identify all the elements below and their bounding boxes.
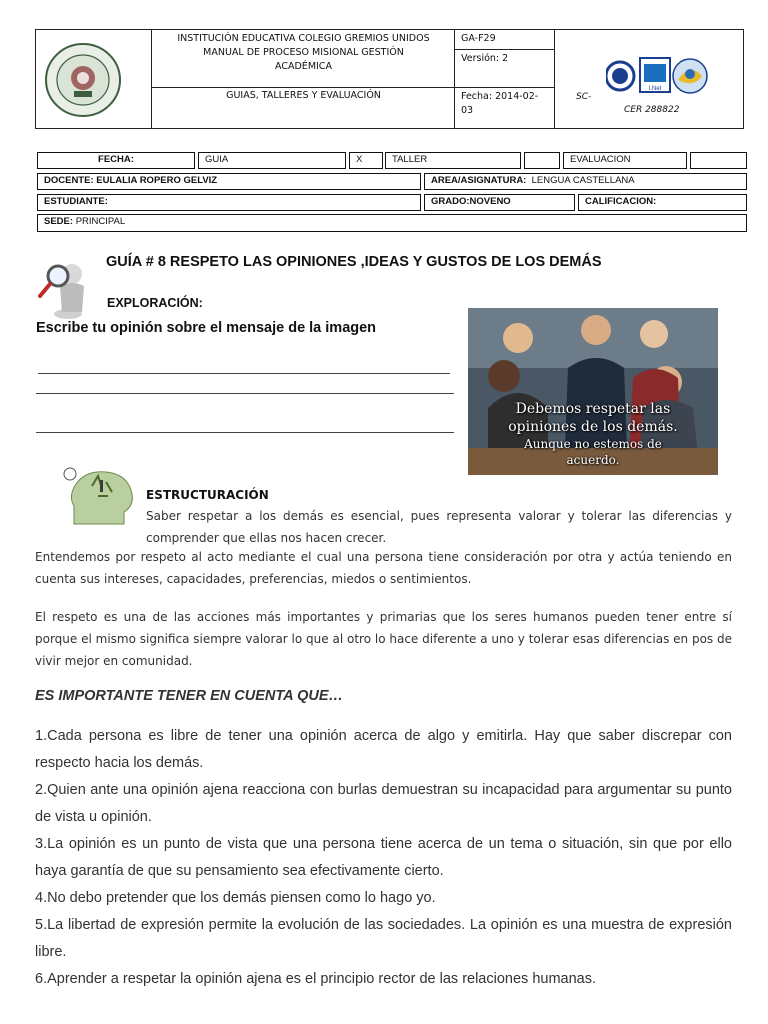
document-date: Fecha: 2014-02-03 <box>461 91 539 116</box>
head-tree-illustration <box>62 466 138 528</box>
guide-title: GUÍA # 8 RESPETO LAS OPINIONES ,IDEAS Y GUSTOS DE LOS DEMÁS <box>106 254 602 270</box>
magnifier-icon <box>36 254 96 322</box>
exploracion-heading: EXPLORACIÓN: <box>107 296 203 310</box>
important-heading: ES IMPORTANTE TENER EN CUENTA QUE… <box>35 688 344 704</box>
answer-line[interactable] <box>38 373 450 374</box>
caption-line: Aunque no estemos de <box>524 437 662 451</box>
important-list <box>35 723 732 993</box>
sede-label: SEDE: <box>44 216 74 227</box>
divider <box>454 87 554 88</box>
guia-mark: X <box>349 152 383 169</box>
guia-label: GUIA <box>198 152 346 169</box>
list-item: 6.Aprender a respetar la opinión ajena es el principio rector de las relaciones humanas. <box>35 971 596 987</box>
caption-line: opiniones de los demás. <box>508 419 678 435</box>
divider <box>454 49 554 50</box>
sede-value: PRINCIPAL <box>75 216 126 227</box>
exploration-prompt: Escribe tu opinión sobre el mensaje de la imagen <box>36 320 377 336</box>
area-label: AREA/ASIGNATURA: <box>431 175 527 186</box>
docente-field: DOCENTE: EULALIA ROPERO GELVIZ <box>37 173 421 190</box>
list-item: 3.La opinión es un punto de vista que una persona tiene acerca de un tema o situación, sin que por ello haya garantía de que su pensamiento sea efectivamente cierto. <box>35 836 732 879</box>
taller-label: TALLER <box>385 152 521 169</box>
list-item: 2.Quien ante una opinión ajena reacciona con burlas demuestran su incapacidad para argumentar su punto de vista u opinión. <box>35 782 732 825</box>
divider <box>454 30 455 128</box>
cer-label: CER 288822 <box>624 105 680 115</box>
photo-caption <box>468 400 718 468</box>
divider <box>151 30 152 128</box>
area-value: LENGUA CASTELLANA <box>531 175 635 186</box>
school-seal-logo <box>44 42 122 118</box>
divider <box>151 87 454 88</box>
document-type: GUIAS, TALLERES Y EVALUACIÓN <box>226 90 381 101</box>
taller-mark <box>524 152 560 169</box>
svg-text:I.Net: I.Net <box>648 86 662 92</box>
respect-importance-paragraph: El respeto es una de las acciones más importantes y primarias que los seres humanos pueden tener entre sí porque el mismo significa siempre valorar lo que al otro lo hace diferente a uno y tolerar esas diferencias en pos de vivir mejor en comunidad. <box>35 610 732 668</box>
sede-field <box>37 214 747 232</box>
sc-label: SC- <box>576 92 592 102</box>
intro-paragraph: Saber respetar a los demás es esencial, pues representa valorar y tolerar las diferencias y comprender que ellas nos hacen crecer. <box>146 509 732 545</box>
calificacion-field: CALIFICACION: <box>578 194 747 211</box>
caption-line: acuerdo. <box>566 453 620 467</box>
estructuracion-heading: ESTRUCTURACIÓN <box>146 488 269 502</box>
discussion-photo <box>468 308 718 475</box>
area-field <box>424 173 747 190</box>
document-code: GA-F29 <box>461 33 496 44</box>
list-item: 5.La libertad de expresión permite la evolución de las sociedades. La opinión es una muestra de expresión libre. <box>35 917 732 960</box>
evaluacion-label: EVALUACION <box>563 152 687 169</box>
document-version: Versión: 2 <box>461 53 509 64</box>
list-item: 1.Cada persona es libre de tener una opinión acerca de algo y emitirla. Hay que saber discrepar con respecto hacia los demás. <box>35 728 732 771</box>
list-item: 4.No debo pretender que los demás piensen como lo hago yo. <box>35 890 436 906</box>
estudiante-field: ESTUDIANTE: <box>37 194 421 211</box>
grado-field: GRADO:NOVENO <box>424 194 575 211</box>
divider <box>554 30 555 128</box>
respect-definition-paragraph: Entendemos por respeto al acto mediante el cual una persona tiene consideración por otra y actúa teniendo en cuenta sus intereses, capacidades, preferencias, miedos o sentimientos. <box>35 550 732 586</box>
fecha-field: FECHA: <box>37 152 195 169</box>
document-header <box>35 29 744 129</box>
answer-line[interactable] <box>36 393 454 394</box>
institution-name: INSTITUCIÓN EDUCATIVA COLEGIO GREMIOS UNIDOS MANUAL DE PROCESO MISIONAL GESTIÓN ACADÉMICA <box>177 33 430 72</box>
evaluacion-mark <box>690 152 747 169</box>
certification-logos <box>606 54 738 100</box>
caption-line: Debemos respetar las <box>515 401 671 417</box>
answer-line[interactable] <box>36 432 454 433</box>
